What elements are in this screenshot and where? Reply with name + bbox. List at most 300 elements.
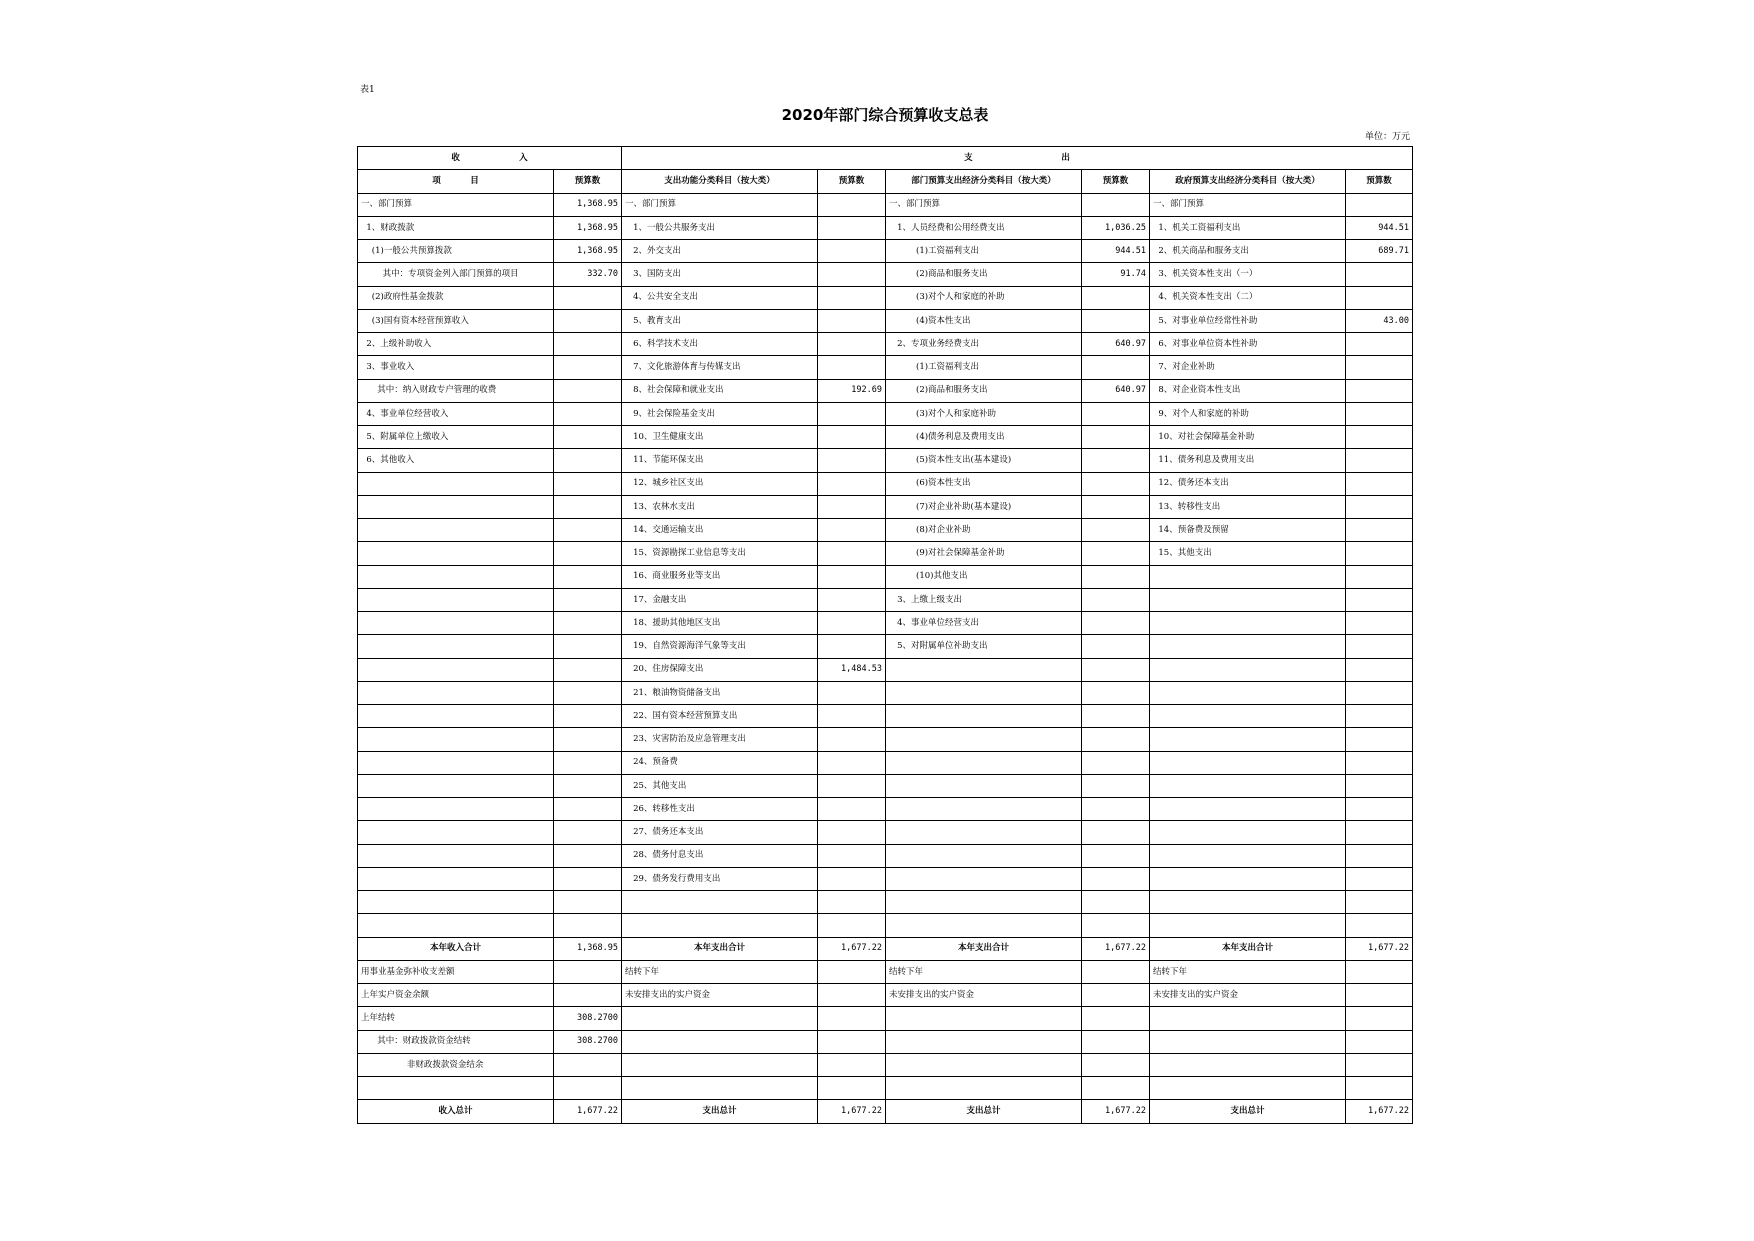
budget-amount-cell xyxy=(818,309,886,332)
item-name-cell xyxy=(358,751,554,774)
item-name-cell xyxy=(886,681,1082,704)
dept-class-header: 部门预算支出经济分类科目（按大类） xyxy=(886,170,1082,193)
budget-amount-cell: 689.71 xyxy=(1346,240,1413,263)
table-row xyxy=(358,263,1413,286)
item-name-cell: 1、机关工资福利支出 xyxy=(1150,216,1346,239)
budget-amount-cell xyxy=(1346,565,1413,588)
item-name-cell xyxy=(358,705,554,728)
budget-amount-cell xyxy=(1346,1053,1413,1076)
item-name-cell: 支出总计 xyxy=(886,1100,1082,1123)
item-name-cell: 一、部门预算 xyxy=(886,193,1082,216)
table-row xyxy=(358,565,1413,588)
item-name-cell: 8、社会保障和就业支出 xyxy=(622,379,818,402)
budget-amount-cell xyxy=(818,1030,886,1053)
table-row xyxy=(358,495,1413,518)
item-name-cell: 23、灾害防治及应急管理支出 xyxy=(622,728,818,751)
budget-amount-cell xyxy=(1346,705,1413,728)
budget-amount-cell xyxy=(1346,1007,1413,1030)
item-name-cell: 3、机关资本性支出（一） xyxy=(1150,263,1346,286)
item-name-cell: 支出总计 xyxy=(1150,1100,1346,1123)
item-name-cell: 17、金融支出 xyxy=(622,588,818,611)
table-row xyxy=(358,240,1413,263)
item-name-cell: 6、对事业单位资本性补助 xyxy=(1150,333,1346,356)
budget-amount-cell xyxy=(554,914,622,937)
budget-amount-cell xyxy=(1346,263,1413,286)
budget-amount-cell xyxy=(818,472,886,495)
budget-amount-cell xyxy=(1082,402,1150,425)
budget-amount-cell xyxy=(554,867,622,890)
item-name-cell xyxy=(358,658,554,681)
budget-amount-cell xyxy=(818,216,886,239)
table-row xyxy=(358,681,1413,704)
table-row xyxy=(358,984,1413,1007)
budget-amount-cell xyxy=(818,333,886,356)
item-name-cell xyxy=(1150,681,1346,704)
item-name-cell xyxy=(1150,891,1346,914)
table-row xyxy=(358,751,1413,774)
item-name-cell xyxy=(886,1007,1082,1030)
item-name-cell: 13、农林水支出 xyxy=(622,495,818,518)
item-name-cell: (1)工资福利支出 xyxy=(886,356,1082,379)
table-row xyxy=(358,798,1413,821)
item-name-cell: 2、外交支出 xyxy=(622,240,818,263)
item-name-cell xyxy=(358,612,554,635)
item-name-cell: (5)资本性支出(基本建设) xyxy=(886,449,1082,472)
item-name-cell: 结转下年 xyxy=(1150,960,1346,983)
item-name-cell xyxy=(1150,821,1346,844)
budget-amount-cell xyxy=(1346,356,1413,379)
table-row xyxy=(358,891,1413,914)
budget-amount-cell xyxy=(818,728,886,751)
item-name-cell xyxy=(886,728,1082,751)
item-name-cell: 收入总计 xyxy=(358,1100,554,1123)
item-name-cell xyxy=(358,472,554,495)
budget-amount-cell xyxy=(554,379,622,402)
item-name-cell xyxy=(886,1053,1082,1076)
budget-amount-cell xyxy=(1346,844,1413,867)
page-title: 2020年部门综合预算收支总表 xyxy=(781,106,989,124)
item-name-cell: 本年支出合计 xyxy=(886,937,1082,960)
item-name-cell: 未安排支出的实户资金 xyxy=(622,984,818,1007)
budget-amount-cell xyxy=(554,426,622,449)
item-name-cell: 2、上级补助收入 xyxy=(358,333,554,356)
item-name-cell: 25、其他支出 xyxy=(622,774,818,797)
item-name-cell: 4、事业单位经营收入 xyxy=(358,402,554,425)
item-name-cell: 19、自然资源海洋气象等支出 xyxy=(622,635,818,658)
budget-amount-cell xyxy=(1346,193,1413,216)
item-name-cell: (7)对企业补助(基本建设) xyxy=(886,495,1082,518)
budget-amount-cell xyxy=(1082,960,1150,983)
item-name-cell xyxy=(886,658,1082,681)
item-name-cell xyxy=(886,751,1082,774)
budget-amount-cell: 308.2700 xyxy=(554,1030,622,1053)
item-name-cell xyxy=(622,891,818,914)
item-name-cell: 本年支出合计 xyxy=(622,937,818,960)
budget-amount-cell xyxy=(1346,402,1413,425)
item-name-cell xyxy=(886,705,1082,728)
item-name-cell xyxy=(358,728,554,751)
budget-amount-cell xyxy=(1082,1077,1150,1100)
budget-amount-cell: 1,368.95 xyxy=(554,193,622,216)
item-name-cell: 18、援助其他地区支出 xyxy=(622,612,818,635)
item-name-cell: (1)一般公共预算拨款 xyxy=(358,240,554,263)
budget-amount-cell: 640.97 xyxy=(1082,333,1150,356)
item-name-cell: 14、交通运输支出 xyxy=(622,519,818,542)
item-name-cell: 本年支出合计 xyxy=(1150,937,1346,960)
item-name-cell xyxy=(1150,565,1346,588)
budget-amount-cell xyxy=(1082,309,1150,332)
budget-amount-cell: 1,677.22 xyxy=(1082,1100,1150,1123)
item-name-cell xyxy=(1150,844,1346,867)
budget-amount-cell xyxy=(554,681,622,704)
budget-amount-cell xyxy=(1082,844,1150,867)
item-name-cell: 22、国有资本经营预算支出 xyxy=(622,705,818,728)
budget-amount-cell xyxy=(818,960,886,983)
table-row xyxy=(358,705,1413,728)
item-name-cell: 5、对附属单位补助支出 xyxy=(886,635,1082,658)
item-name-cell: 结转下年 xyxy=(886,960,1082,983)
table-row xyxy=(358,426,1413,449)
item-name-cell xyxy=(1150,1077,1346,1100)
budget-amount-cell: 43.00 xyxy=(1346,309,1413,332)
item-name-cell xyxy=(622,914,818,937)
item-name-cell xyxy=(358,588,554,611)
item-name-cell: 15、其他支出 xyxy=(1150,542,1346,565)
budget-amount-cell xyxy=(1082,821,1150,844)
item-name-cell: 26、转移性支出 xyxy=(622,798,818,821)
budget-amount-cell xyxy=(1346,681,1413,704)
item-name-cell: 4、公共安全支出 xyxy=(622,286,818,309)
budget-amount-cell xyxy=(1082,984,1150,1007)
expense-header: 支 出 xyxy=(622,147,1413,170)
item-name-cell: 7、文化旅游体育与传媒支出 xyxy=(622,356,818,379)
item-name-cell xyxy=(886,914,1082,937)
budget-amount-cell xyxy=(554,821,622,844)
item-name-cell xyxy=(358,844,554,867)
item-name-cell: 11、节能环保支出 xyxy=(622,449,818,472)
budget-amount-cell: 1,677.22 xyxy=(818,1100,886,1123)
item-name-cell: 9、社会保险基金支出 xyxy=(622,402,818,425)
budget-amount-cell xyxy=(554,774,622,797)
budget-amount-cell xyxy=(1346,914,1413,937)
item-name-cell xyxy=(1150,1007,1346,1030)
table-row xyxy=(358,309,1413,332)
budget-amount-cell: 944.51 xyxy=(1082,240,1150,263)
item-name-cell xyxy=(1150,1053,1346,1076)
table-row xyxy=(358,542,1413,565)
budget-amount-cell: 640.97 xyxy=(1082,379,1150,402)
budget-amount-cell xyxy=(818,1053,886,1076)
item-name-cell xyxy=(622,1007,818,1030)
item-name-cell: 8、对企业资本性支出 xyxy=(1150,379,1346,402)
item-name-cell xyxy=(358,681,554,704)
budget-amount-cell xyxy=(1346,821,1413,844)
budget-amount-cell xyxy=(1346,449,1413,472)
item-name-cell xyxy=(358,1077,554,1100)
item-name-cell xyxy=(1150,798,1346,821)
budget-amount-cell xyxy=(1082,286,1150,309)
budget-amount-cell xyxy=(554,658,622,681)
item-name-cell: 5、附属单位上缴收入 xyxy=(358,426,554,449)
table-row xyxy=(358,658,1413,681)
budget-amount-cell xyxy=(818,286,886,309)
table-row xyxy=(358,193,1413,216)
table-row xyxy=(358,1077,1413,1100)
budget-amount-cell xyxy=(818,984,886,1007)
budget-amount-cell: 1,677.22 xyxy=(1346,937,1413,960)
budget-amount-cell xyxy=(1082,914,1150,937)
grand-total-row xyxy=(358,1100,1413,1123)
item-name-cell: 3、事业收入 xyxy=(358,356,554,379)
budget-amount-cell xyxy=(818,821,886,844)
item-name-cell xyxy=(1150,774,1346,797)
item-name-cell: 9、对个人和家庭的补助 xyxy=(1150,402,1346,425)
item-name-cell: (10)其他支出 xyxy=(886,565,1082,588)
item-name-cell xyxy=(358,774,554,797)
budget-amount-cell xyxy=(554,472,622,495)
budget-amount-cell: 1,677.22 xyxy=(1346,1100,1413,1123)
item-name-cell xyxy=(886,1030,1082,1053)
budget-amount-cell xyxy=(1082,472,1150,495)
budget-amount-cell: 308.2700 xyxy=(554,1007,622,1030)
budget-amount-cell xyxy=(1082,542,1150,565)
item-name-cell: (2)商品和服务支出 xyxy=(886,379,1082,402)
table-row xyxy=(358,333,1413,356)
item-name-cell: (1)工资福利支出 xyxy=(886,240,1082,263)
item-name-cell: 4、机关资本性支出（二） xyxy=(1150,286,1346,309)
budget-header: 预算数 xyxy=(554,170,622,193)
item-name-cell: 29、债务发行费用支出 xyxy=(622,867,818,890)
item-name-cell: (9)对社会保障基金补助 xyxy=(886,542,1082,565)
item-name-cell: (2)商品和服务支出 xyxy=(886,263,1082,286)
income-header: 收 入 xyxy=(358,147,622,170)
table-row xyxy=(358,1030,1413,1053)
item-name-cell: (4)债务利息及费用支出 xyxy=(886,426,1082,449)
budget-amount-cell xyxy=(554,635,622,658)
budget-amount-cell xyxy=(1082,681,1150,704)
budget-amount-cell xyxy=(818,542,886,565)
budget-amount-cell xyxy=(1346,658,1413,681)
budget-amount-cell xyxy=(818,449,886,472)
budget-amount-cell xyxy=(1346,751,1413,774)
table-row xyxy=(358,472,1413,495)
item-name-cell xyxy=(358,821,554,844)
budget-amount-cell xyxy=(1346,472,1413,495)
table-row xyxy=(358,844,1413,867)
table-row xyxy=(358,449,1413,472)
item-name-cell: 一、部门预算 xyxy=(622,193,818,216)
item-name-cell: 3、上缴上级支出 xyxy=(886,588,1082,611)
item-name-cell: 一、部门预算 xyxy=(1150,193,1346,216)
budget-amount-cell xyxy=(1082,588,1150,611)
budget-amount-cell xyxy=(1082,728,1150,751)
item-name-cell: 27、债务还本支出 xyxy=(622,821,818,844)
budget-table xyxy=(357,146,1413,1124)
budget-amount-cell xyxy=(1082,751,1150,774)
budget-amount-cell xyxy=(1082,1053,1150,1076)
budget-header: 预算数 xyxy=(818,170,886,193)
budget-amount-cell xyxy=(1082,449,1150,472)
budget-amount-cell xyxy=(1346,519,1413,542)
budget-amount-cell xyxy=(818,565,886,588)
budget-amount-cell: 1,677.22 xyxy=(1082,937,1150,960)
item-name-cell: (3)对个人和家庭的补助 xyxy=(886,286,1082,309)
budget-amount-cell xyxy=(818,426,886,449)
budget-amount-cell xyxy=(1082,426,1150,449)
table-row xyxy=(358,774,1413,797)
budget-amount-cell xyxy=(1346,798,1413,821)
item-name-cell: 本年收入合计 xyxy=(358,937,554,960)
budget-amount-cell xyxy=(818,681,886,704)
item-name-cell xyxy=(1150,867,1346,890)
budget-amount-cell xyxy=(818,1077,886,1100)
item-name-cell xyxy=(358,495,554,518)
item-name-cell xyxy=(1150,1030,1346,1053)
budget-amount-cell xyxy=(554,309,622,332)
budget-amount-cell xyxy=(1082,798,1150,821)
item-name-cell: 用事业基金弥补收支差额 xyxy=(358,960,554,983)
budget-amount-cell xyxy=(554,286,622,309)
item-name-cell: 支出总计 xyxy=(622,1100,818,1123)
item-name-cell: 7、对企业补助 xyxy=(1150,356,1346,379)
item-name-cell xyxy=(886,1077,1082,1100)
budget-amount-cell xyxy=(1082,774,1150,797)
item-name-cell xyxy=(358,798,554,821)
budget-amount-cell xyxy=(1346,984,1413,1007)
item-name-cell: 5、教育支出 xyxy=(622,309,818,332)
budget-amount-cell xyxy=(818,356,886,379)
table-row xyxy=(358,1007,1413,1030)
item-name-cell: 10、卫生健康支出 xyxy=(622,426,818,449)
budget-amount-cell xyxy=(1346,379,1413,402)
item-name-cell: 上年结转 xyxy=(358,1007,554,1030)
unit-label: 单位：万元 xyxy=(1364,132,1410,142)
item-name-cell: 1、人员经费和公用经费支出 xyxy=(886,216,1082,239)
item-name-cell: 4、事业单位经营支出 xyxy=(886,612,1082,635)
budget-amount-cell: 1,368.95 xyxy=(554,937,622,960)
header-row-2 xyxy=(358,170,1413,193)
budget-amount-cell xyxy=(554,798,622,821)
item-name-cell: 12、城乡社区支出 xyxy=(622,472,818,495)
item-name-cell xyxy=(1150,705,1346,728)
item-name-cell: 2、专项业务经费支出 xyxy=(886,333,1082,356)
budget-amount-cell xyxy=(554,588,622,611)
budget-amount-cell xyxy=(818,867,886,890)
item-name-cell xyxy=(358,635,554,658)
budget-amount-cell xyxy=(554,356,622,379)
budget-amount-cell xyxy=(1082,193,1150,216)
budget-amount-cell xyxy=(1082,1030,1150,1053)
item-name-cell: 5、对事业单位经常性补助 xyxy=(1150,309,1346,332)
budget-amount-cell xyxy=(554,333,622,356)
item-name-cell xyxy=(358,565,554,588)
item-name-cell xyxy=(1150,588,1346,611)
item-name-cell: (4)资本性支出 xyxy=(886,309,1082,332)
item-name-cell: (6)资本性支出 xyxy=(886,472,1082,495)
budget-amount-cell xyxy=(554,984,622,1007)
item-name-cell: 其中：财政拨款资金结转 xyxy=(358,1030,554,1053)
item-name-cell: 16、商业服务业等支出 xyxy=(622,565,818,588)
budget-amount-cell xyxy=(1082,867,1150,890)
item-name-cell: 上年实户资金余额 xyxy=(358,984,554,1007)
item-name-cell: 28、债务付息支出 xyxy=(622,844,818,867)
budget-amount-cell xyxy=(818,914,886,937)
item-name-cell: 21、粮油物资储备支出 xyxy=(622,681,818,704)
table-row xyxy=(358,867,1413,890)
item-name-cell: 非财政拨款资金结余 xyxy=(358,1053,554,1076)
item-name-cell: (3)国有资本经营预算收入 xyxy=(358,309,554,332)
item-name-cell: 其中：纳入财政专户管理的收费 xyxy=(358,379,554,402)
budget-amount-cell: 944.51 xyxy=(1346,216,1413,239)
table-row xyxy=(358,612,1413,635)
budget-amount-cell xyxy=(818,774,886,797)
table-row xyxy=(358,402,1413,425)
budget-amount-cell xyxy=(1346,495,1413,518)
item-name-cell xyxy=(886,798,1082,821)
budget-amount-cell xyxy=(554,519,622,542)
budget-amount-cell xyxy=(1082,612,1150,635)
item-name-cell xyxy=(358,891,554,914)
table-row xyxy=(358,1053,1413,1076)
budget-amount-cell xyxy=(554,844,622,867)
budget-amount-cell xyxy=(1082,495,1150,518)
budget-amount-cell xyxy=(1346,612,1413,635)
budget-amount-cell xyxy=(818,588,886,611)
budget-amount-cell: 1,677.22 xyxy=(818,937,886,960)
item-name-cell xyxy=(358,542,554,565)
item-name-cell xyxy=(358,914,554,937)
table-row xyxy=(358,728,1413,751)
table-row xyxy=(358,914,1413,937)
item-name-cell: 12、债务还本支出 xyxy=(1150,472,1346,495)
budget-amount-cell xyxy=(1346,960,1413,983)
item-name-cell: (2)政府性基金拨款 xyxy=(358,286,554,309)
budget-amount-cell xyxy=(1082,891,1150,914)
item-name-cell: 3、国防支出 xyxy=(622,263,818,286)
item-name-cell: 24、预备费 xyxy=(622,751,818,774)
budget-amount-cell xyxy=(554,612,622,635)
item-name-cell: 11、债务利息及费用支出 xyxy=(1150,449,1346,472)
budget-amount-cell xyxy=(1346,286,1413,309)
item-name-cell: 14、预备费及预留 xyxy=(1150,519,1346,542)
budget-amount-cell xyxy=(1082,658,1150,681)
budget-amount-cell xyxy=(818,193,886,216)
table-row xyxy=(358,379,1413,402)
table-number: 表1 xyxy=(360,85,375,95)
budget-amount-cell xyxy=(1346,588,1413,611)
item-name-cell xyxy=(622,1030,818,1053)
item-header: 项 目 xyxy=(358,170,554,193)
budget-header: 预算数 xyxy=(1082,170,1150,193)
budget-amount-cell xyxy=(818,519,886,542)
budget-amount-cell xyxy=(554,960,622,983)
header-row-1 xyxy=(358,147,1413,170)
budget-amount-cell xyxy=(1082,1007,1150,1030)
budget-amount-cell xyxy=(1346,1030,1413,1053)
budget-amount-cell xyxy=(1082,705,1150,728)
item-name-cell xyxy=(1150,914,1346,937)
item-name-cell: 13、转移性支出 xyxy=(1150,495,1346,518)
budget-amount-cell xyxy=(1082,519,1150,542)
budget-amount-cell: 1,484.53 xyxy=(818,658,886,681)
item-name-cell: 10、对社会保障基金补助 xyxy=(1150,426,1346,449)
budget-amount-cell xyxy=(818,402,886,425)
item-name-cell xyxy=(886,891,1082,914)
budget-amount-cell: 1,036.25 xyxy=(1082,216,1150,239)
budget-amount-cell xyxy=(554,728,622,751)
budget-amount-cell xyxy=(1346,774,1413,797)
table-row xyxy=(358,216,1413,239)
